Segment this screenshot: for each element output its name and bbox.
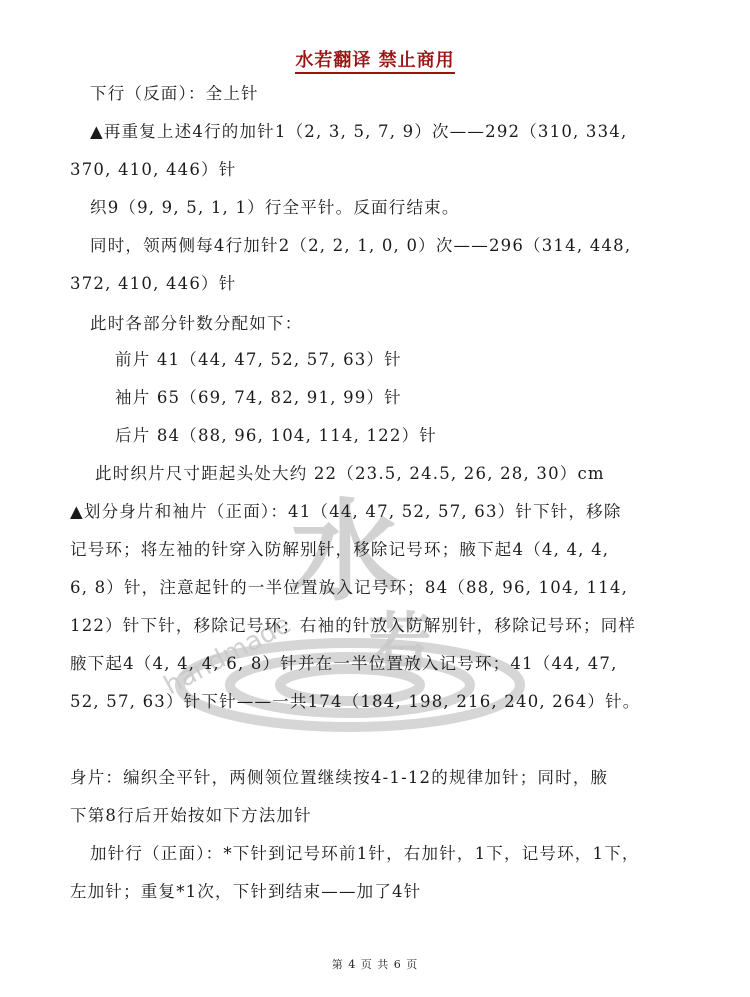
text-line: 前片 41（44, 47, 52, 57, 63）针	[115, 350, 402, 369]
text-line: 372, 410, 446）针	[70, 274, 237, 293]
text-line: 122）针下针，移除记号环；右袖的针放入防解别针，移除记号环；同样	[70, 616, 637, 635]
text-line: 370, 410, 446）针	[70, 160, 237, 179]
text-line: 此时各部分针数分配如下：	[90, 314, 303, 333]
svg-text:若: 若	[368, 606, 432, 681]
text-line: 织9（9, 9, 5, 1, 1）行全平针。反面行结束。	[90, 198, 460, 217]
text-line: ▲划分身片和袖片（正面）：41（44, 47, 52, 57, 63）针下针，移除	[70, 502, 622, 521]
text-line: 左加针；重复*1次，下针到结束——加了4针	[70, 882, 422, 901]
text-line: 此时织片尺寸距起头处大约 22（23.5, 24.5, 26, 28, 30）cm	[95, 464, 605, 483]
text-line: ▲再重复上述4行的加针1（2, 3, 5, 7, 9）次——292（310, 334,	[90, 122, 628, 141]
page-title: 水若翻译 禁止商用	[0, 46, 750, 72]
text-line: 52, 57, 63）针下针——一共174（184, 198, 216, 240, 264）针。	[70, 692, 641, 711]
page-number: 第 4 页 共 6 页	[331, 958, 419, 971]
text-line: 6, 8）针，注意起针的一半位置放入记号环；84（88, 96, 104, 114,	[70, 578, 629, 597]
svg-text:handmade: handmade	[159, 609, 297, 702]
text-line: 下行（反面）：全上针	[90, 84, 259, 103]
text-line: 袖片 65（69, 74, 82, 91, 99）针	[115, 388, 402, 407]
text-line: 腋下起4（4, 4, 4, 6, 8）针并在一半位置放入记号环；41（44, 47,	[70, 654, 618, 673]
text-line: 身片：编织全平针，两侧领位置继续按4-1-12的规律加针；同时，腋	[70, 768, 609, 787]
text-line: 加针行（正面）：*下针到记号环前1针，右加针，1下，记号环，1下，	[90, 844, 640, 863]
text-line: 下第8行后开始按如下方法加针	[70, 806, 312, 825]
text-line: 同时，领两侧每4行加针2（2, 2, 1, 0, 0）次——296（314, 448,	[90, 236, 632, 255]
text-line: 后片 84（88, 96, 104, 114, 122）针	[115, 426, 437, 445]
text-line: 记号环；将左袖的针穿入防解别针，移除记号环；腋下起4（4, 4, 4,	[70, 540, 610, 559]
svg-text:水: 水	[290, 487, 400, 616]
